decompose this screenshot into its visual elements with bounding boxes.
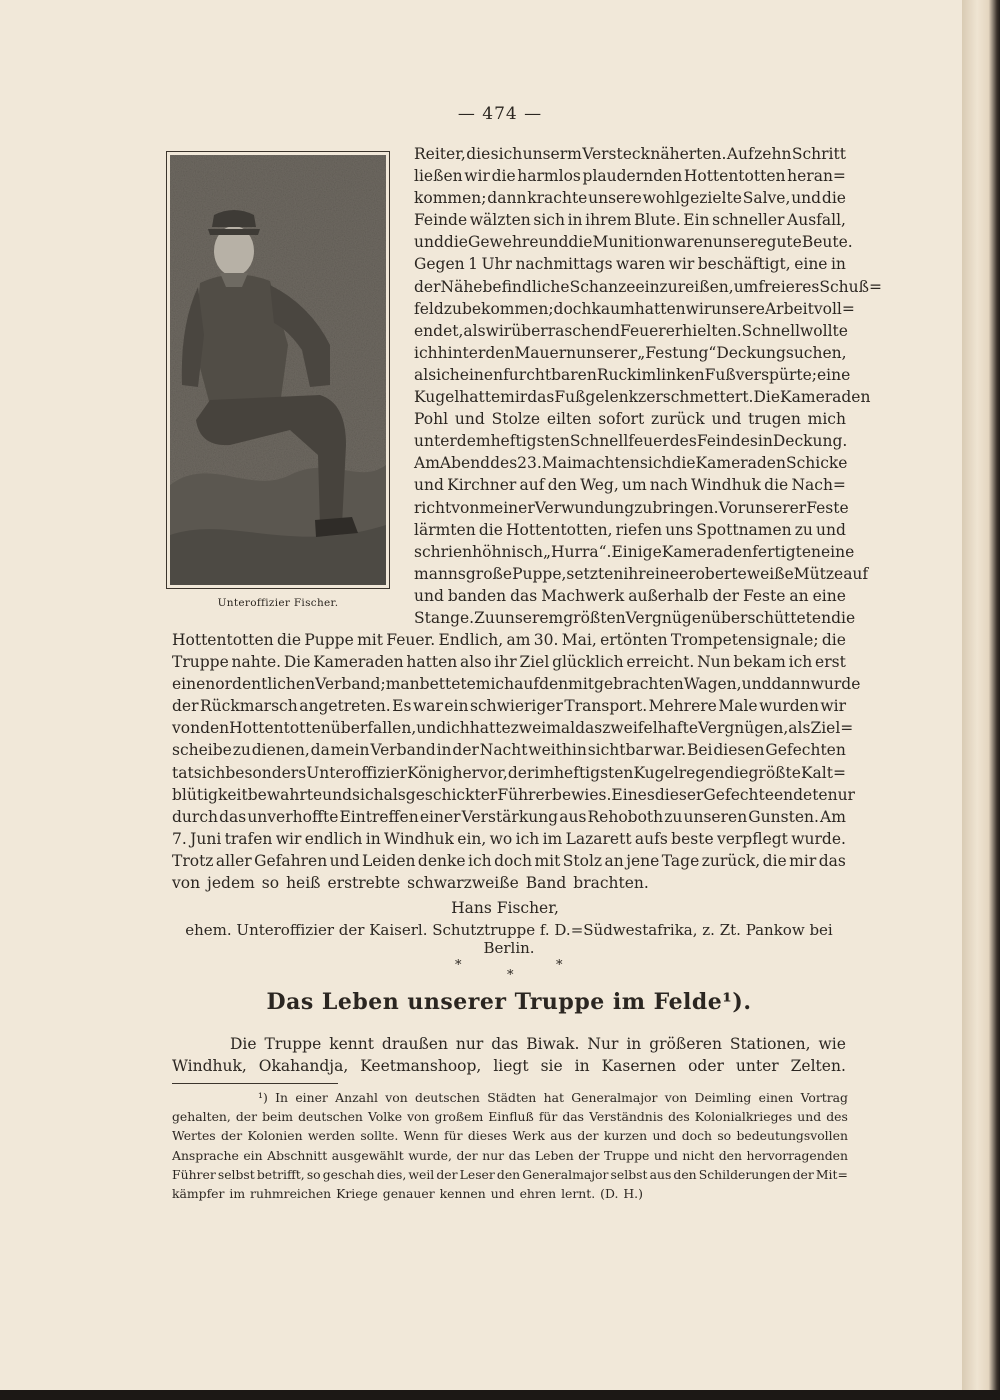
text-line: Gegen 1 Uhr nachmittags waren wir beschäftigt, eine in [414,255,846,274]
text-line: unter dem heftigsten Schnellfeuer des Feindes in Deckung. [414,432,848,451]
text-line: einen ordentlichen Verband; man bettete mich auf den mitgebrachten Wagen, und dann wurde [172,675,861,694]
soldier-photo-image [170,155,386,585]
text-line: Truppe nahte. Die Kameraden hatten also ihr Ziel glücklich erreicht. Nun bekam ich erst [172,653,846,672]
text-line: mannsgroße Puppe, setzten ihr eine eroberte weiße Mütze auf [414,564,869,583]
footnote [172,1088,848,1203]
text-line: richt von meiner Verwundung zu bringen. Vor unserer Feste [414,498,849,517]
text-line: Kugel hatte mir das Fußgelenk zerschmettert. Die Kameraden [414,388,871,407]
soldier-photo [166,151,390,589]
text-line: von den Hottentotten überfallen, und ich hatte zweimal das zweifelhafte Vergnügen, als Ziel= [172,719,854,738]
text-line: ich hinter den Mauern unserer „Festung“ Deckung suchen, [414,343,847,362]
scan-bottom-edge [0,1390,1000,1400]
footnote-line: Wertes der Kolonien werden sollte. Wenn für dieses Werk aus der kurzen und doch so bedeutungsvollen [172,1128,848,1144]
text-line: der Rückmarsch angetreten. Es war ein schwieriger Transport. Mehrere Male wurden wir [172,697,846,716]
footnote-rule [172,1083,338,1084]
text-line: tat sich besonders Unteroffizier König hervor, der im heftigsten Kugelregen die größte Kalt= [172,763,846,782]
text-line: Stange. Zu unserem größten Vergnügen überschütteten die [414,608,856,627]
signature-name: Hans Fischer, [451,899,559,917]
text-line: durch das unverhoffte Eintreffen einer Verstärkung aus Rehoboth zu unseren Gunsten. Am [172,807,846,826]
text-line: feld zu bekommen; doch kaum hatten wir unsere Arbeit voll= [414,299,855,318]
text-line: kommen; dann krachte unsere wohlgezielte Salve, und die [414,189,846,208]
text-line: blütigkeit bewahrte und sich als geschickter Führer bewies. Eines dieser Gefechte endete nur [172,785,855,804]
text-line: und die Gewehre und die Munition waren unsere gute Beute. [414,233,853,252]
text-line: schrien höhnisch „Hurra“. Einige Kameraden fertigten eine [414,542,855,561]
footnote-line: ¹) In einer Anzahl von deutschen Städten hat Generalmajor von Deimling einen Vortrag [258,1090,848,1105]
text-line: Reiter, die sich unserm Versteck näherten. Auf zehn Schritt [414,145,846,163]
text-line: Pohl und Stolze eilten sofort zurück und trugen mich [414,410,846,429]
text-line: Die Truppe kennt draußen nur das Biwak. Nur in größeren Stationen, wie [230,1035,846,1053]
text-line: Windhuk, Okahandja, Keetmanshoop, liegt sie in Kasernen oder unter Zelten. [172,1057,846,1076]
text-line: von jedem so heiß erstrebte schwarzweiße Band brachten. [172,874,649,893]
text-line: der Nähe befindliche Schanze einzureißen, um freieres Schuß= [414,277,882,296]
footnote-line: Führer selbst betrifft, so geschah dies, weil der Leser den Generalmajor selbst aus den Schilderungen der Mit= [172,1166,848,1182]
text-line: endet, als wir überraschend Feuer erhielten. Schnell wollte [414,321,848,340]
text-line: und Kirchner auf den Weg, um nach Windhuk die Nach= [414,476,846,495]
text-line: als ich einen furchtbaren Ruck im linken Fuß verspürte; eine [414,365,851,384]
text-line: Hottentotten die Puppe mit Feuer. Endlich, am 30. Mai, ertönten Trompetensignale; die [172,631,846,649]
footnote-line: kämpfer im ruhmreichen Kriege genauer kennen und ehren lernt. (D. H.) [172,1186,643,1202]
text-line: Am Abend des 23. Mai machten sich die Kameraden Schicke [414,454,848,473]
body-text-right-column [414,143,882,629]
photo-caption: Unteroffizier Fischer. [217,597,339,609]
footnote-line: gehalten, der beim deutschen Volke von großem Einfluß für das Verständnis des Kolonialkrieges und des [172,1109,848,1125]
separator-star: * [556,958,563,973]
section-heading: Das Leben unserer Truppe im Felde¹). [266,989,752,1015]
text-line: und banden das Machwerk außerhalb der Feste an eine [414,586,846,605]
footnote-line: Ansprache ein Abschnitt ausgewählt wurde, der nur das Leben der Truppe und nicht den hervorragenden [172,1147,848,1163]
text-line: Trotz aller Gefahren und Leiden denke ich doch mit Stolz an jene Tage zurück, die mir das [172,851,846,870]
text-line: Feinde wälzten sich in ihrem Blute. Ein schneller Ausfall, [414,211,846,230]
text-line: ließen wir die harmlos plaudernden Hottentotten heran= [414,167,846,186]
text-line: 7. Juni trafen wir endlich in Windhuk ein, wo ich im Lazarett aufs beste verpflegt wurde. [172,829,846,848]
body-text-full-width [172,629,861,894]
signature-role: ehem. Unteroffizier der Kaiserl. Schutztruppe f. D.=Südwestafrika, z. Zt. Pankow bei Berlin. [185,921,833,957]
section-intro [172,1033,846,1077]
text-line: scheibe zu dienen, da mein Verband in der Nacht weithin sichtbar war. Bei diesen Gefechten [172,741,846,760]
text-line: lärmten die Hottentotten, riefen uns Spottnamen zu und [414,520,846,539]
separator-star: * [507,968,514,983]
separator-star: * [455,958,462,973]
page-number: — 474 — [457,104,543,124]
page-edge [962,0,1000,1400]
